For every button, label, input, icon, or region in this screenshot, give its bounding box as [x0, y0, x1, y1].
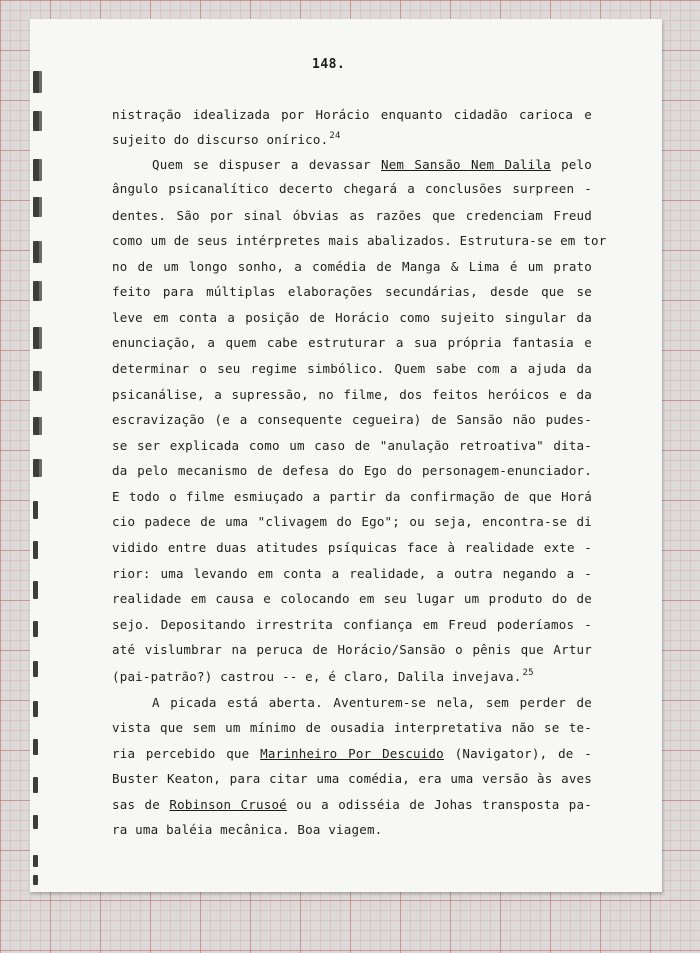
- text-line: [112, 438, 592, 453]
- binding-hole: [33, 739, 38, 755]
- binding-hole: [33, 581, 38, 599]
- underlined-title: Nem Sansão Nem Dalila: [380, 157, 551, 172]
- binding-hole: [33, 875, 38, 885]
- line-text: ângulo psicanalítico decerto chegará a conclusões surpreen -: [112, 181, 592, 196]
- line-text: feito para múltiplas elaborações secundárias, desde que se: [112, 284, 592, 299]
- binding-hole: [33, 197, 39, 217]
- line-text: vista que sem um mínimo de ousadia interpretativa não se te-: [112, 720, 592, 735]
- line-text: (Navigator), de -: [443, 746, 593, 761]
- text-line: [112, 566, 592, 581]
- line-text: Buster Keaton, para citar uma comédia, era uma versão às aves: [112, 771, 592, 786]
- binding-hole: [33, 327, 39, 349]
- binding-hole: [33, 371, 39, 391]
- line-text: como um de seus intérpretes mais abalizados. Estrutura-se em tor: [112, 233, 607, 248]
- text-line: [112, 107, 592, 122]
- binding-hole: [33, 501, 38, 519]
- text-line: [112, 720, 592, 735]
- footnote-marker: 24: [329, 131, 341, 141]
- text-line: [112, 131, 592, 147]
- binding-hole: [33, 815, 38, 829]
- binding-hole: [33, 855, 38, 867]
- line-text: ria percebido que: [112, 746, 261, 761]
- text-line: [112, 514, 592, 529]
- text-line: [152, 695, 592, 710]
- text-line: [112, 284, 592, 299]
- binding-hole: [33, 159, 39, 181]
- line-text: realidade em causa e colocando em seu lugar um produto do de: [112, 591, 592, 606]
- page-number: 148.: [312, 57, 346, 72]
- text-line: [112, 746, 592, 761]
- line-text: E todo o filme esmiuçado a partir da confirmação de que Horá: [112, 489, 592, 504]
- line-text: no de um longo sonho, a comédia de Manga & Lima é um prato: [112, 259, 592, 274]
- binding-hole: [33, 777, 38, 793]
- binding-hole: [33, 281, 39, 301]
- text-line: [112, 591, 592, 606]
- binding-hole: [33, 417, 39, 435]
- text-line: [112, 233, 607, 248]
- text-line: [112, 181, 592, 196]
- text-line: [112, 771, 592, 786]
- line-text: (pai-patrão?) castrou -- e, é claro, Dalila invejava.: [112, 669, 522, 684]
- line-text: A picada está aberta. Aventurem-se nela, sem perder de: [152, 695, 592, 710]
- line-text: sas de: [112, 797, 170, 812]
- binding-hole: [33, 701, 38, 717]
- text-line: [112, 335, 592, 350]
- text-line: [112, 310, 592, 325]
- line-text: leve em conta a posição de Horácio como sujeito singular da: [112, 310, 592, 325]
- line-text: rior: uma levando em conta a realidade, a outra negando a -: [112, 566, 592, 581]
- binding-hole: [33, 241, 39, 263]
- text-line: [112, 387, 592, 402]
- line-text: vidido entre duas atitudes psíquicas face à realidade exte -: [112, 540, 592, 555]
- text-line: [112, 412, 592, 427]
- line-text: da pelo mecanismo de defesa do Ego do personagem-enunciador.: [112, 463, 592, 478]
- text-line: [112, 489, 592, 504]
- line-text: determinar o seu regime simbólico. Quem sabe com a ajuda da: [112, 361, 592, 376]
- line-text: até vislumbrar na peruca de Horácio/Sansão o pênis que Artur: [112, 642, 592, 657]
- text-line: [112, 642, 592, 657]
- binding-hole: [33, 459, 39, 477]
- footnote-marker: 25: [522, 668, 534, 678]
- underlined-title: Robinson Crusoé: [169, 797, 287, 812]
- line-text: pelo: [550, 157, 592, 172]
- binding-hole: [33, 71, 39, 93]
- text-line: [112, 463, 592, 478]
- underlined-title: Marinheiro Por Descuido: [260, 746, 444, 761]
- text-line: [112, 208, 592, 223]
- text-line: [112, 797, 592, 812]
- binding-hole: [33, 541, 38, 559]
- line-text: enunciação, a quem cabe estruturar a sua própria fantasia e: [112, 335, 592, 350]
- line-text: ra uma baléia mecânica. Boa viagem.: [112, 822, 383, 837]
- text-line: [112, 822, 592, 837]
- text-line: [112, 540, 592, 555]
- line-text: ou a odisséia de Johas transposta pa-: [286, 797, 592, 812]
- line-text: Quem se dispuser a devassar: [152, 157, 381, 172]
- line-text: se ser explicada como um caso de "anulação retroativa" dita-: [112, 438, 592, 453]
- line-text: escravização (e a consequente cegueira) de Sansão não pudes-: [112, 412, 592, 427]
- binding-hole: [33, 621, 38, 637]
- line-text: dentes. São por sinal óbvias as razões que credenciam Freud: [112, 208, 592, 223]
- binding-hole: [33, 661, 38, 677]
- text-line: [112, 259, 592, 274]
- line-text: sujeito do discurso onírico.: [112, 132, 329, 147]
- line-text: cio padece de uma "clivagem do Ego"; ou seja, encontra-se di: [112, 514, 592, 529]
- text-line: [112, 617, 592, 632]
- typewritten-page: [30, 19, 662, 892]
- binding-hole: [33, 111, 39, 131]
- text-line: [152, 157, 592, 172]
- line-text: psicanálise, a supressão, no filme, dos feitos heróicos e da: [112, 387, 592, 402]
- line-text: sejo. Depositando irrestrita confiança em Freud poderíamos -: [112, 617, 592, 632]
- text-line: [112, 668, 592, 684]
- text-line: [112, 361, 592, 376]
- line-text: nistração idealizada por Horácio enquanto cidadão carioca e: [112, 107, 592, 122]
